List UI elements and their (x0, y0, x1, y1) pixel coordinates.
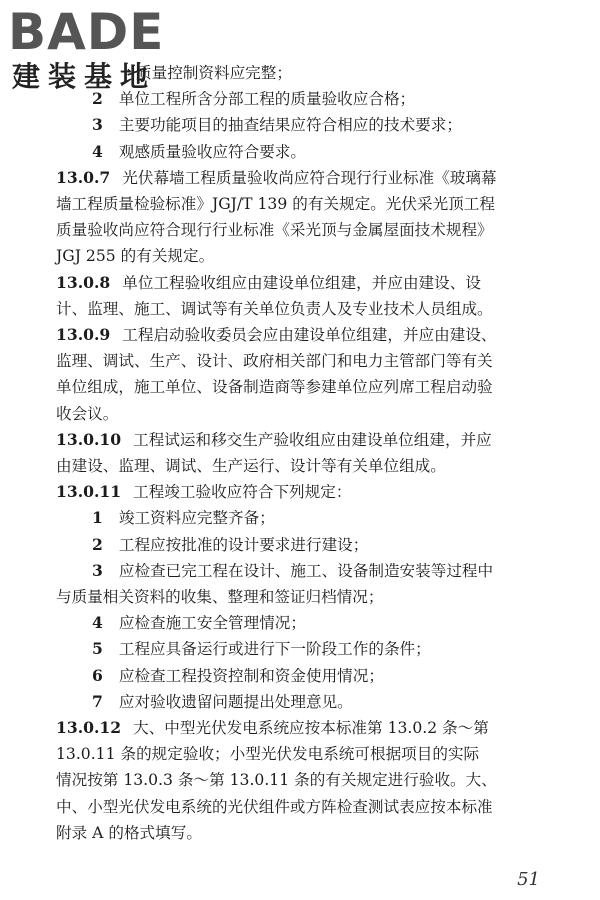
clause-line (56, 270, 562, 296)
clause-line (56, 427, 562, 453)
clause-line (56, 165, 562, 191)
line-text: 光伏幕墙工程质量验收尚应符合现行行业标准《玻璃幕 (122, 168, 497, 187)
text-line (56, 296, 562, 322)
list-item-line (56, 112, 562, 138)
line-text: 墙工程质量检验标准》JGJ/T 139 的有关规定。光伏采光顶工程 (56, 195, 495, 214)
clause-number: 13.0.11 (56, 482, 122, 502)
line-text: 收会议。 (56, 404, 119, 423)
logo-sub-text: 建装基地 (12, 60, 157, 93)
list-item-line (56, 636, 562, 662)
line-text: 13.0.11 条的规定验收；小型光伏发电系统可根据项目的实际 (56, 745, 480, 764)
item-number: 6 (92, 665, 103, 685)
line-text: 附录 A 的格式填写。 (56, 823, 202, 842)
line-text: 与质量相关资料的收集、整理和签证归档情况； (56, 588, 384, 607)
line-text: 监理、调试、生产、设计、政府相关部门和电力主管部门等有关 (56, 352, 493, 371)
item-number: 7 (92, 691, 103, 711)
item-number: 3 (92, 115, 103, 135)
text-line (56, 453, 562, 479)
item-number: 5 (92, 639, 103, 659)
clause-line (56, 715, 562, 741)
text-line (56, 191, 562, 217)
line-text: 单位组成，施工单位、设备制造商等参建单位应列席工程启动验 (56, 378, 493, 397)
line-text: 大、中型光伏发电系统应按本标准第 13.0.2 条～第 (133, 719, 489, 738)
line-text: 竣工资料应完整齐备； (118, 509, 275, 528)
text-line (56, 217, 562, 243)
logo-main-text: BADE (8, 3, 165, 61)
line-text: 应检查施工安全管理情况； (118, 614, 306, 633)
line-text: 情况按第 13.0.3 条～第 13.0.11 条的有关规定进行验收。大、 (56, 771, 497, 790)
line-text: 中、小型光伏发电系统的光伏组件或方阵检查测试表应按本标准 (56, 797, 493, 816)
line-text: 由建设、监理、调试、生产运行、设计等有关单位组成。 (56, 457, 446, 476)
line-text: 工程竣工验收应符合下列规定： (133, 483, 352, 502)
item-number: 2 (92, 89, 103, 109)
text-line (56, 401, 562, 427)
line-text: 应对验收遗留问题提出处理意见。 (118, 692, 353, 711)
line-text: 工程启动验收委员会应由建设单位组建，并应由建设、 (122, 326, 497, 345)
item-number: 2 (92, 534, 103, 554)
text-line (56, 374, 562, 400)
item-number: 4 (92, 141, 103, 161)
item-number: 3 (92, 560, 103, 580)
page-number: 51 (517, 869, 540, 890)
list-item-line (56, 689, 562, 715)
text-line (56, 584, 562, 610)
clause-number: 13.0.8 (56, 272, 111, 292)
list-item-line (56, 663, 562, 689)
clause-line (56, 322, 562, 348)
document-body (56, 60, 562, 846)
clause-number: 13.0.10 (56, 429, 122, 449)
text-line (56, 243, 562, 269)
line-text: 单位工程验收组应由建设单位组建，并应由建设、设 (122, 273, 481, 292)
list-item-line (56, 60, 562, 86)
list-item-line (56, 610, 562, 636)
line-text: 质量验收尚应符合现行行业标准《采光顶与金属屋面技术规程》 (56, 221, 493, 240)
clause-number: 13.0.7 (56, 167, 111, 187)
item-number: 1 (92, 508, 103, 528)
clause-number: 13.0.12 (56, 718, 122, 738)
line-text: 工程应具备运行或进行下一阶段工作的条件； (118, 640, 431, 659)
list-item-line (56, 558, 562, 584)
line-text: 主要功能项目的抽查结果应符合相应的技术要求； (118, 116, 462, 135)
list-item-line (56, 139, 562, 165)
line-text: 观感质量验收应符合要求。 (118, 142, 306, 161)
line-text: 工程试运和移交生产验收组应由建设单位组建，并应 (133, 430, 492, 449)
line-text: 工程应按批准的设计要求进行建设； (118, 535, 369, 554)
list-item-line (56, 532, 562, 558)
list-item-line (56, 505, 562, 531)
line-text: 单位工程所含分部工程的质量验收应合格； (118, 90, 416, 109)
line-text: JGJ 255 的有关规定。 (56, 247, 215, 266)
text-line (56, 794, 562, 820)
line-text: 质量控制资料应完整； (136, 64, 292, 82)
text-line (56, 820, 562, 846)
item-number: 4 (92, 613, 103, 633)
text-line (56, 767, 562, 793)
line-text: 计、监理、施工、调试等有关单位负责人及专业技术人员组成。 (56, 299, 493, 318)
text-line (56, 348, 562, 374)
list-item-line (56, 86, 562, 112)
clause-line (56, 479, 562, 505)
line-text: 应检查已完工程在设计、施工、设备制造安装等过程中 (118, 561, 494, 580)
text-line (56, 741, 562, 767)
line-text: 应检查工程投资控制和资金使用情况； (118, 666, 384, 685)
clause-number: 13.0.9 (56, 325, 111, 345)
